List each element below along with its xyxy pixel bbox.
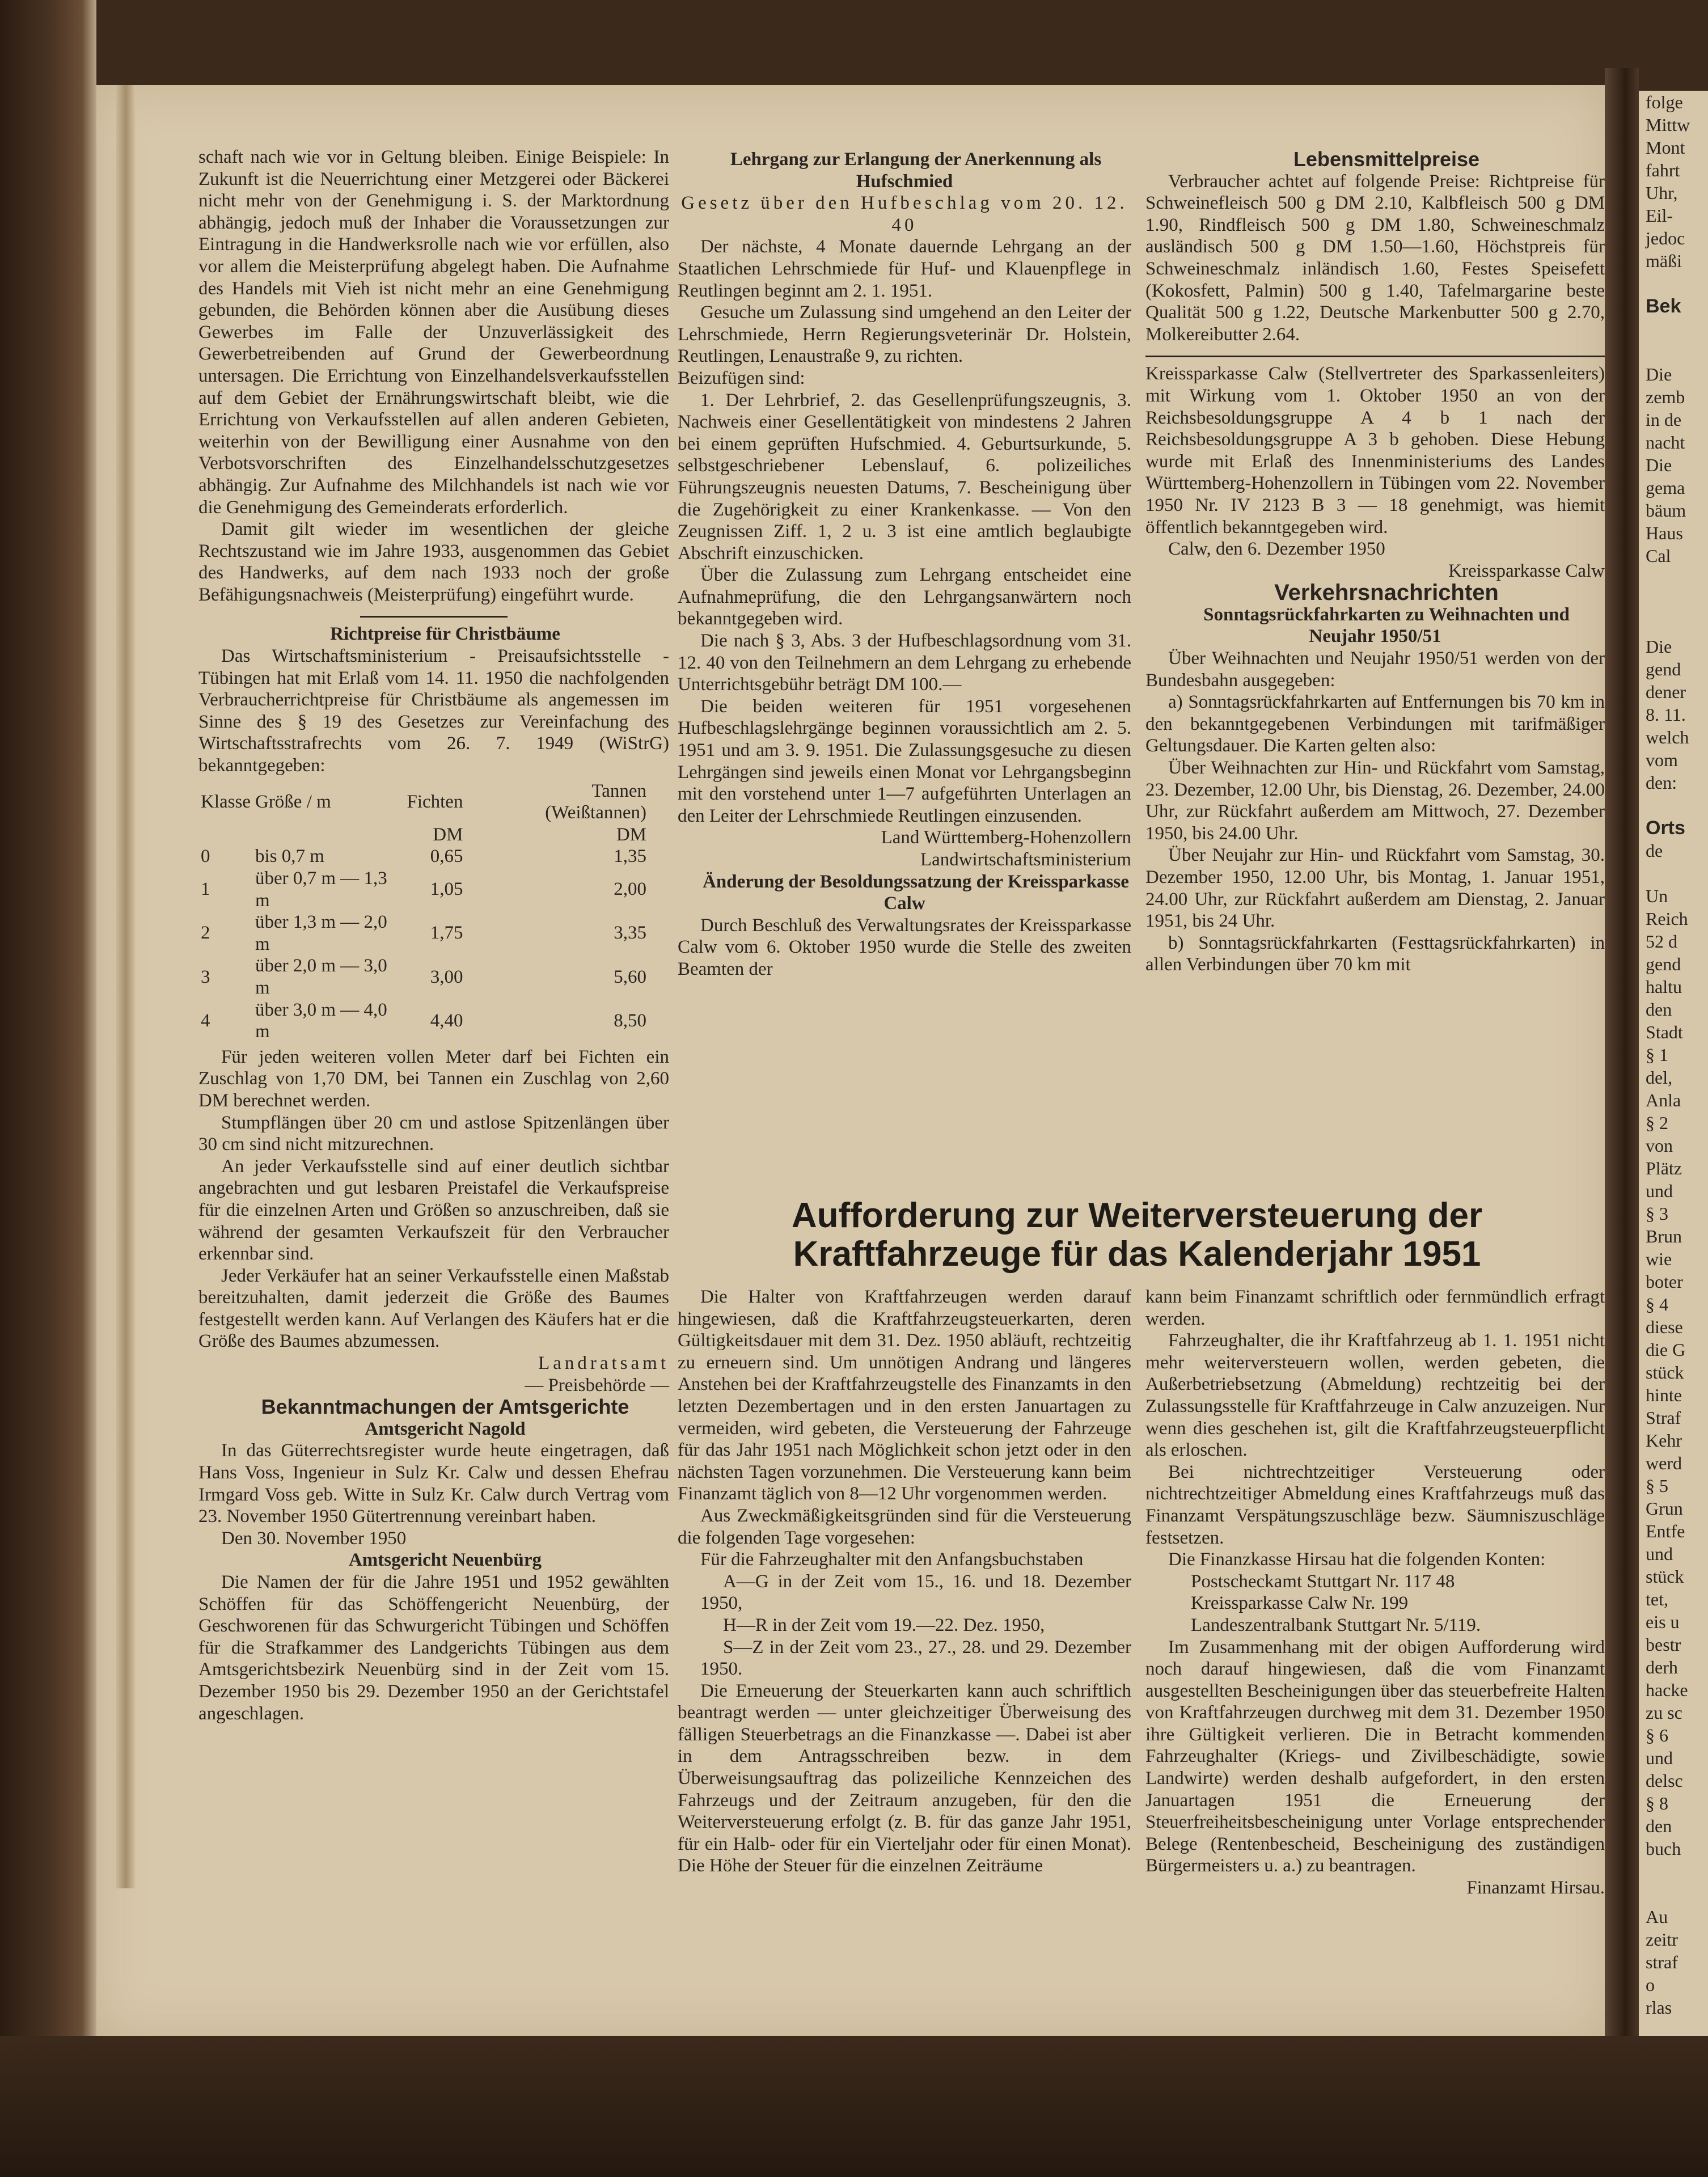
adjacent-page-text: wie <box>1646 1249 1672 1269</box>
article-text: In das Güterrechtsregister wurde heute eingetragen, daß Hans Voss, Ingenieur in Sulz Kr. Calw und dessen Ehefrau Irmgard Voss geb. Witte in Sulz Kr. Calw durch Vertrag vom 23. November 1950 Gütertrennung vereinbart haben. <box>198 1440 669 1527</box>
article-text: Verbraucher achtet auf folgende Preise: Richtpreise für Schweinefleisch 500 g DM 2.10, Kalbfleisch 500 g DM 1.90, Rindfleisch 500 g DM 1.80, Schweineschmalz ausländisch 500 g DM 1.50—1.60, Höchstpreis für Schweineschmalz inländisch 1.60, Festes Speisefett (Kokosfett, Palmin) 500 g 1.40, Tafelmargarine beste Qualität 500 g 1.22, Deutsche Markenbutter 500 g 2.70, Molkereibutter 2.64. <box>1145 171 1605 345</box>
table-cell: 4 <box>201 1010 210 1031</box>
adjacent-page-text: Die <box>1646 636 1672 657</box>
column-5 <box>1145 1286 1605 1899</box>
article-text: Aus Zweckmäßigkeitsgründen sind für die Versteuerung die folgenden Tage vorgesehen: <box>678 1505 1131 1548</box>
book-binding-left <box>0 0 96 2177</box>
adjacent-page-text: fahrt <box>1646 160 1680 180</box>
adjacent-page-text: Kehr <box>1646 1430 1682 1451</box>
adjacent-page-text: werd <box>1646 1453 1682 1473</box>
adjacent-page-text: Cal <box>1646 546 1671 566</box>
adjacent-page-text: Stadt <box>1646 1022 1683 1042</box>
adjacent-page-text: Mittw <box>1646 115 1690 135</box>
adjacent-page-text: Plätz <box>1646 1158 1682 1178</box>
column-2 <box>678 149 1131 980</box>
signature: Kreissparkasse Calw <box>1448 560 1605 581</box>
adjacent-page-text: den <box>1646 1816 1672 1836</box>
table-header: Klasse <box>201 791 251 812</box>
table-cell: 4,40 <box>430 1010 463 1031</box>
article-text: Für die Fahrzeughalter mit den Anfangsbuchstaben <box>700 1549 1084 1570</box>
adjacent-page-text: Die <box>1646 364 1672 384</box>
article-text: Beizufügen sind: <box>678 367 805 388</box>
article-date: Calw, den 6. Dezember 1950 <box>1168 539 1385 560</box>
adjacent-page-text <box>1639 272 1708 295</box>
article-text: Die beiden weiteren für 1951 vorgesehenen Hufbeschlagslehrgänge beginnen voraussichtlich am 2. 5. 1951 und am 3. 9. 1951. Die Zulassungsgesuche zu diesen Lehrgängen sind jeweils einen Monat vor Lehrgangsbeginn mit den vorstehend unter 1—7 aufgeführten Unterlagen an den Leiter der Lehrschmiede Reutlingen einzusenden. <box>678 696 1131 826</box>
article-text: b) Sonntagsrückfahrkarten (Festtagsrückfahrkarten) in allen Verbindungen über 70 km mit <box>1145 932 1605 975</box>
section-heading: Verkehrsnachrichten <box>1274 580 1499 606</box>
table-cell: 1 <box>201 879 210 900</box>
table-unit: DM <box>616 824 646 845</box>
adjacent-page-text: zu sc <box>1646 1702 1682 1723</box>
adjacent-page-text: § 1 <box>1646 1045 1668 1065</box>
table-row <box>198 911 669 955</box>
table-row <box>198 955 669 999</box>
section-heading: Lebensmittelpreise <box>1293 147 1480 171</box>
adjacent-page-text: § 6 <box>1646 1725 1668 1745</box>
adjacent-page-text: tet, <box>1646 1589 1668 1609</box>
adjacent-page-text: Grun <box>1646 1498 1683 1519</box>
table-cell: 5,60 <box>614 966 646 987</box>
adjacent-page-text: zemb <box>1646 387 1685 407</box>
table-cell: über 0,7 m — 1,3 m <box>255 868 387 911</box>
article-text: Im Zusammenhang mit der obigen Aufforderung wird noch darauf hingewiesen, daß die vom Finanzamt ausgestellten Bescheinigungen über das steuerbefreite Halten von Kraftfahrzeugen durchweg mit dem 31. Dezember 1950 ihre Gültigkeit verlieren. Die in Betracht kommenden Fahrzeughalter (Kriegs- und Zivilbeschädigte, sowie Landwirte) werden deshalb aufgefordert, in den ersten Januartagen 1951 die Erneuerung der Steuerfreiheitsbescheinigung unter Vorlage entsprechender Belege (Rentenbescheid, Bescheinigung des zuständigen Bürgermeisters u. a.) zu beantragen. <box>1145 1637 1605 1876</box>
adjacent-page-text <box>1639 794 1708 817</box>
column-3 <box>1145 149 1605 976</box>
adjacent-page-text: § 2 <box>1646 1113 1668 1133</box>
adjacent-page-text: Entfe <box>1646 1521 1685 1541</box>
adjacent-page-text <box>1639 590 1708 612</box>
adjacent-page-text: haltu <box>1646 977 1682 997</box>
table-row <box>198 868 669 911</box>
adjacent-page-text: den <box>1646 999 1672 1020</box>
adjacent-page-text: eis u <box>1646 1612 1680 1632</box>
table-cell: 1,05 <box>430 879 463 900</box>
adjacent-page-text: del, <box>1646 1067 1673 1088</box>
table-cell: 3,35 <box>614 923 646 944</box>
adjacent-page-text: delsc <box>1646 1770 1683 1791</box>
adjacent-page-text: Haus <box>1646 523 1683 543</box>
divider <box>1145 356 1605 357</box>
adjacent-page-text <box>1639 1860 1708 1883</box>
section-heading: Bekanntmachungen der Amtsgerichte <box>261 1395 629 1419</box>
adjacent-page-text: Au <box>1646 1907 1668 1927</box>
subheading: Gesetz über den Hufbeschlag vom 20. 12. 40 <box>681 193 1128 235</box>
article-text: Der nächste, 4 Monate dauernde Lehrgang an der Staatlichen Lehrschmiede für Huf- und Klauenpflege in Reutlingen beginnt am 2. 1. 1951. <box>678 236 1131 301</box>
page-spine-fold <box>116 85 136 1888</box>
adjacent-page-text: stück <box>1646 1362 1684 1383</box>
adjacent-page-text: nacht <box>1646 432 1685 453</box>
date-range-item: H—R in der Zeit vom 19.—22. Dez. 1950, <box>723 1614 1045 1635</box>
section-heading: Lehrgang zur Erlangung der Anerkennung als Hufschmied <box>730 149 1102 192</box>
adjacent-page-text: stück <box>1646 1566 1684 1587</box>
table-cell: über 1,3 m — 2,0 m <box>255 912 387 954</box>
adjacent-page-text: und <box>1646 1181 1673 1201</box>
adjacent-page-text: § 4 <box>1646 1294 1668 1314</box>
adjacent-page-fragment <box>1639 91 1708 2036</box>
article-text: kann beim Finanzamt schriftlich oder fernmündlich erfragt werden. <box>1145 1287 1605 1329</box>
column-1 <box>198 146 669 1724</box>
table-cell: 3 <box>201 966 210 987</box>
article-text: Kreissparkasse Calw (Stellvertreter des Sparkassenleiters) mit Wirkung vom 1. Oktober 1950 an von der Reichsbesoldungsgruppe A 4 b 1 nach der Reichsbesoldungsgruppe A 3 b gehoben. Diese Hebung wurde mit Erlaß des Innenministeriums des Landes Württemberg-Hohenzollern in Tübingen vom 22. November 1950 Nr. IV 2123 B 3 — 18 genehmigt, was hiemit öffentlich bekanntgegeben wird. <box>1145 363 1605 538</box>
main-headline: Aufforderung zur Weiterversteuerung der Kraftfahrzeuge für das Kalenderjahr 1951 <box>791 1196 1483 1274</box>
adjacent-page-text: de <box>1646 840 1663 861</box>
article-text: Die Erneuerung der Steuerkarten kann auch schriftlich beantragt werden — unter gleichzeitiger Überweisung des fälligen Steuerbetrags an die Finanzkasse —. Dabei ist aber in dem Antragsschreiben bezw. in dem Überweisungsauftrag das polizeiliche Kennzeichen des Fahrzeugs und der Zeitraum anzugeben, für den die Weiterversteuerung erfolgt (z. B. für das ganze Jahr 1951, für ein Halb- oder für ein Vierteljahr oder für einen Monat). Die Höhe der Steuer für die einzelnen Zeiträume <box>678 1680 1131 1876</box>
table-cell: über 2,0 m — 3,0 m <box>255 956 387 998</box>
article-text: Über Weihnachten und Neujahr 1950/51 werden von der Bundesbahn ausgegeben: <box>1145 648 1605 691</box>
article-text: An jeder Verkaufsstelle sind auf einer deutlich sichtbar angebrachten und gut lesbaren Preistafel die Verkaufspreise für die einzelnen Arten und Größen so anzuschreiben, daß sie während der gesamten Verkaufszeit für den Verbraucher erkennbar sind. <box>198 1156 669 1265</box>
section-heading: Änderung der Besoldungssatzung der Kreissparkasse Calw <box>703 871 1129 914</box>
column-4 <box>678 1286 1131 1877</box>
table-cell: bis 0,7 m <box>255 846 324 867</box>
signature: Landratsamt <box>538 1353 669 1374</box>
book-gutter <box>1605 68 1639 2036</box>
signature: Finanzamt Hirsau. <box>1466 1878 1605 1899</box>
table-cell: 1,35 <box>614 846 646 867</box>
article-text: Über Weihnachten zur Hin- und Rückfahrt vom Samstag, 23. Dezember, 12.00 Uhr, bis Dienstag, 26. Dezember, 24.00 Uhr, zur Rückfahrt außerdem am Mittwoch, 27. Dezember 1950, bis 24.00 Uhr. <box>1145 758 1605 844</box>
adjacent-page-text: Straf <box>1646 1407 1681 1428</box>
article-text: schaft nach wie vor in Geltung bleiben. Einige Beispiele: In Zukunft ist die Neuerrichtung einer Metzgerei oder Bäckerei nicht mehr von der Genehmigung i. S. der Marktordnung abhängig, jedoch muß der Inhaber die Voraussetzungen zur Eintragung in die Handwerksrolle nach wie vor erfüllen, also vor allem die Meisterprüfung abgelegt haben. Die Aufnahme des Handels mit Vieh ist nicht mehr an eine Genehmigung gebunden, die Behörden können aber die Ausübung dieses Gewerbes im Falle der Unzuverlässigkeit des Gewerbetreibenden auf Grund der Gewerbeordnung untersagen. Die Errichtung von Einzelhandelsverkaufsstellen auf dem Gebiet der Ernährungswirtschaft bleibt, wie die Errichtung von Verkaufsstellen auf allen anderen Gebieten, weiterhin von der Bewilligung einer Ausnahme von den Verbotsvorschriften des Einzelhandelsschutzgesetzes abhängig. Zur Aufnahme des Milchhandels ist nach wie vor die Genehmigung des Gemeinderats erforderlich. <box>198 147 669 518</box>
signature: Landwirtschaftsministerium <box>920 849 1131 870</box>
adjacent-page-text: die G <box>1646 1339 1686 1360</box>
adjacent-page-text: gend <box>1646 659 1681 679</box>
table-header: Fichten <box>407 791 463 812</box>
bank-account: Kreissparkasse Calw Nr. 199 <box>1191 1593 1409 1614</box>
table-header: Größe / m <box>255 791 331 812</box>
table-row <box>198 846 669 868</box>
adjacent-page-text: gend <box>1646 954 1681 974</box>
article-text: Die Namen der für die Jahre 1951 und 1952 gewählten Schöffen für das Schöffengericht Neuenbürg, der Geschworenen für das Schwurgericht Tübingen und Schöffen für die Strafkammer des Landgerichts Tübingen aus dem Amtsgerichtsbezirk Neuenbürg sind in der Zeit vom 15. Dezember 1950 bis 29. Dezember 1950 an der Gerichtstafel angeschlagen. <box>198 1572 669 1724</box>
adjacent-page-text: dener <box>1646 682 1686 702</box>
adjacent-page-text: und <box>1646 1544 1673 1564</box>
article-text: Die Finanzkasse Hirsau hat die folgenden Konten: <box>1168 1549 1546 1570</box>
adjacent-page-text: gema <box>1646 477 1685 498</box>
adjacent-page-text: Eil- <box>1646 205 1673 226</box>
adjacent-page-text: hacke <box>1646 1680 1688 1700</box>
table-cell: über 3,0 m — 4,0 m <box>255 999 387 1042</box>
date-range-item: A—G in der Zeit vom 15., 16. und 18. Dezember 1950, <box>700 1571 1131 1614</box>
adjacent-page-text <box>1639 340 1708 363</box>
adjacent-page-text: Brun <box>1646 1226 1682 1246</box>
table-header: Tannen (Weißtannen) <box>545 780 646 823</box>
adjacent-page-text: Mont <box>1646 137 1685 158</box>
adjacent-page-text: Un <box>1646 886 1668 906</box>
bank-account: Landeszentralbank Stuttgart Nr. 5/119. <box>1191 1614 1481 1635</box>
subsection-heading: Sonntagsrückfahrkarten zu Weihnachten und Neujahr 1950/51 <box>1203 604 1570 647</box>
adjacent-page-text <box>1639 1883 1708 1905</box>
table-cell: 1,75 <box>430 923 463 944</box>
adjacent-page-text <box>1639 862 1708 885</box>
adjacent-page-text: § 3 <box>1646 1203 1668 1224</box>
adjacent-page-text: bäum <box>1646 500 1686 521</box>
signature: Land Württemberg-Hohenzollern <box>881 827 1131 848</box>
article-text: Damit gilt wieder im wesentlichen der gleiche Rechtszustand wie im Jahre 1933, ausgenommen das Gebiet des Handwerks, auf dem nach 1933 noch der große Befähigungsnachweis (Meisterprüfung) eingeführt wurde. <box>198 519 669 605</box>
article-text: Das Wirtschaftsministerium - Preisaufsichtsstelle - Tübingen hat mit Erlaß vom 14. 11. 1950 die nachfolgenden Verbraucherrichtpreise für Christbäume als angemessen im Sinne des § 19 des Gesetzes zur Vereinfachung des Wirtschaftsstrafrechts vom 26. 7. 1949 (WiStrG) bekanntgegeben: <box>198 646 669 776</box>
adjacent-page-text: straf <box>1646 1952 1678 1972</box>
adjacent-page-text: Reich <box>1646 908 1688 929</box>
adjacent-page-text <box>1639 612 1708 635</box>
adjacent-page-text: buch <box>1646 1838 1681 1859</box>
table-cell: 0,65 <box>430 846 463 867</box>
article-text: Für jeden weiteren vollen Meter darf bei Fichten ein Zuschlag von 1,70 DM, bei Tannen ein Zuschlag von 2,60 DM berechnet werden. <box>198 1046 669 1111</box>
adjacent-page-text: Anla <box>1646 1090 1681 1110</box>
adjacent-page-text: mäßi <box>1646 251 1682 271</box>
adjacent-page-text: jedoc <box>1646 228 1685 248</box>
adjacent-page-text: vom <box>1646 750 1678 770</box>
adjacent-page-text: bestr <box>1646 1634 1681 1655</box>
article-text: Stumpflängen über 20 cm und astlose Spitzenlängen über 30 cm sind nicht mitzurechnen. <box>198 1112 669 1155</box>
table-cell: 2,00 <box>614 879 646 900</box>
adjacent-page-text: in de <box>1646 409 1682 430</box>
adjacent-page-text <box>1639 567 1708 590</box>
adjacent-page-text: Uhr, <box>1646 183 1678 203</box>
article-text: Durch Beschluß des Verwaltungsrates der Kreissparkasse Calw vom 6. Oktober 1950 wurde die Stelle des zweiten Beamten der <box>678 915 1131 979</box>
article-text: 1. Der Lehrbrief, 2. das Gesellenprüfungszeugnis, 3. Nachweis einer Gesellentätigkeit von mindestens 2 Jahren bei einem geprüften Hufschmied. 4. Geburtsurkunde, 5. selbstgeschriebener Lebenslauf, 6. polizeiliches Führungszeugnis neuesten Datums, 7. Bescheinigung über die Zugehörigkeit zu einer Krankenkasse. — Von den Zeugnissen Ziff. 1, 2 u. 3 ist eine amtlich beglaubigte Abschrift einzuschicken. <box>678 390 1131 564</box>
adjacent-page-text: Bek <box>1646 295 1681 317</box>
adjacent-page-text: von <box>1646 1135 1673 1156</box>
adjacent-page-text: hinte <box>1646 1385 1682 1405</box>
adjacent-page-text: und <box>1646 1748 1673 1768</box>
adjacent-page-text: derh <box>1646 1657 1678 1677</box>
table-unit: DM <box>433 824 463 845</box>
article-text: a) Sonntagsrückfahrkarten auf Entfernungen bis 70 km in den bekanntgegebenen Verbindungen mit tarifmäßiger Geltungsdauer. Die Karten gelten also: <box>1145 692 1605 756</box>
adjacent-page-text: 52 d <box>1646 931 1677 952</box>
adjacent-page-text: rlas <box>1646 1997 1672 2018</box>
article-text: Bei nichtrechtzeitiger Versteuerung oder nichtrechtzeitiger Abmeldung eines Kraftfahrzeugs muß das Finanzamt Verspätungszuschläge bezw. Säumniszuschläge festsetzen. <box>1145 1461 1605 1548</box>
article-text: Gesuche um Zulassung sind umgehend an den Leiter der Lehrschmiede, Herrn Regierungsveterinär Dr. Holstein, Reutlingen, Lenaustraße 9, zu richten. <box>678 302 1131 367</box>
adjacent-page-text: 8. 11. <box>1646 704 1686 725</box>
bank-account: Postscheckamt Stuttgart Nr. 117 48 <box>1191 1571 1455 1592</box>
table-cell: 2 <box>201 923 210 944</box>
christmas-tree-price-table <box>198 780 669 1043</box>
article-text: Die nach § 3, Abs. 3 der Hufbeschlagsordnung vom 31. 12. 40 von den Teilnehmern an dem Lehrgang zu erhebende Unterrichtsgebühr beträgt DM 100.— <box>678 631 1131 695</box>
table-cell: 8,50 <box>614 1010 646 1031</box>
divider <box>360 616 508 618</box>
date-range-item: S—Z in der Zeit vom 23., 27., 28. und 29. Dezember 1950. <box>700 1637 1131 1680</box>
signature: — Preisbehörde — <box>525 1375 669 1396</box>
table-cell: 0 <box>201 846 210 867</box>
adjacent-page-text: Orts <box>1646 817 1685 839</box>
subsection-heading: Amtsgericht Nagold <box>365 1418 526 1439</box>
adjacent-page-text: Die <box>1646 455 1672 475</box>
adjacent-page-text: folge <box>1646 92 1683 112</box>
table-cell: 3,00 <box>430 966 463 987</box>
adjacent-page-text: welch <box>1646 727 1689 747</box>
article-text: Über die Zulassung zum Lehrgang entscheidet eine Aufnahmeprüfung, die den Lehrgangsanwärtern noch bekanntgegeben wird. <box>678 565 1131 629</box>
adjacent-page-text <box>1639 318 1708 340</box>
subsection-heading: Amtsgericht Neuenbürg <box>348 1550 542 1571</box>
adjacent-page-text: § 8 <box>1646 1793 1668 1814</box>
adjacent-page-text: den: <box>1646 772 1677 793</box>
adjacent-page-text: zeitr <box>1646 1929 1678 1950</box>
article-date: Den 30. November 1950 <box>221 1528 407 1549</box>
article-text: Jeder Verkäufer hat an seiner Verkaufsstelle einen Maßstab bereitzuhalten, damit jederzeit die Größe des Baumes festgestellt werden kann. Auf Verlangen des Käufers hat er die Größe des Baumes abzumessen. <box>198 1265 669 1352</box>
adjacent-page-text: diese <box>1646 1317 1683 1337</box>
article-text: Die Halter von Kraftfahrzeugen werden darauf hingewiesen, daß die Kraftfahrzeugsteuerkarten, deren Gültigkeitsdauer mit dem 31. Dez. 1950 abläuft, rechtzeitig zu erneuern sind. Um unnötigen Andrang und längeres Anstehen bei der Kraftfahrzeugstelle des Finanzamts in den letzten Dezembertagen und in den ersten Januartagen zu vermeiden, wird gebeten, die Versteuerung der Fahrzeuge für das Jahr 1951 nach Möglichkeit schon jetzt oder in den nächsten Tagen vorzunehmen. Die Versteuerung kann beim Finanzamt täglich von 8—12 Uhr vorgenommen werden. <box>678 1287 1131 1504</box>
book-binding-bottom <box>0 2036 1708 2177</box>
adjacent-page-text: § 5 <box>1646 1476 1668 1496</box>
section-heading: Richtpreise für Christbäume <box>330 624 560 645</box>
article-text: Fahrzeughalter, die ihr Kraftfahrzeug ab 1. 1. 1951 nicht mehr weiterversteuern wollen, werden gebeten, die Außerbetriebsetzung (Abmeldung) rechtzeitig bei der Zulassungsstelle für Kraftfahrzeuge in Calw anzuzeigen. Nur wenn dies geschehen ist, gilt die Kraftfahrzeugsteuerpflicht als erloschen. <box>1145 1330 1605 1461</box>
adjacent-page-text: o <box>1646 1975 1655 1995</box>
table-row <box>198 999 669 1043</box>
article-text: Über Neujahr zur Hin- und Rückfahrt vom Samstag, 30. Dezember 1950, 12.00 Uhr, bis Montag, 1. Januar 1951, 24.00 Uhr, zur Rückfahrt außerdem am Dienstag, 2. Januar 1951, bis 24 Uhr. <box>1145 845 1605 932</box>
adjacent-page-text: boter <box>1646 1271 1683 1292</box>
